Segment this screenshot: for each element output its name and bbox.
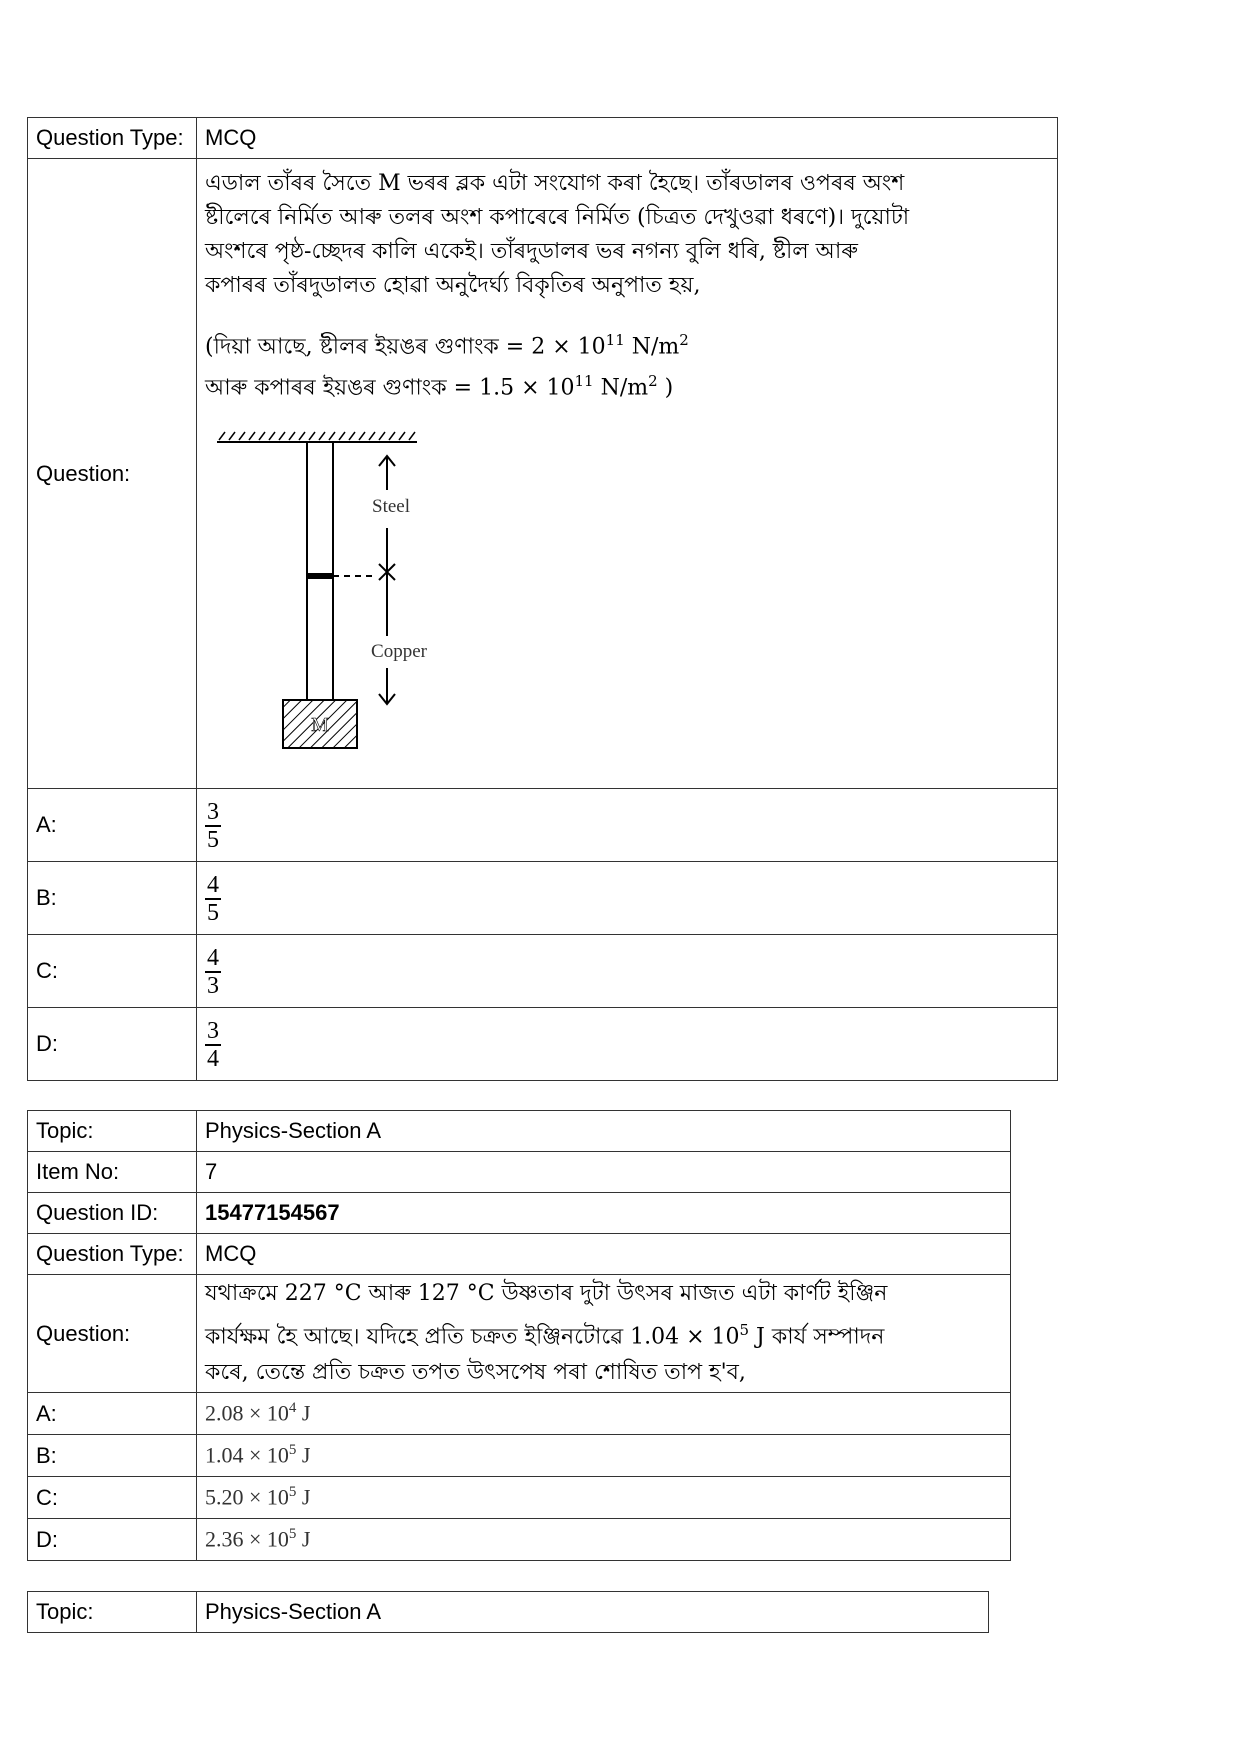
question-text-line: কপাৰৰ তাঁৰদুডালত হোৱা অনুদৈৰ্ঘ্য বিকৃতিৰ অনুপাত হয়, <box>205 273 701 298</box>
topic-value: Physics-Section A <box>197 1111 1011 1152</box>
question-label: Question: <box>28 1275 197 1393</box>
question-text-line: অংশৰে পৃষ্ঠ-চ্ছেদৰ কালি একেই। তাঁৰদুডালৰ ভৰ নগন্য বুলি ধৰি, ষ্টীল আৰু <box>205 239 858 264</box>
question-type-label: Question Type: <box>28 1234 197 1275</box>
question-text-line: এডাল তাঁৰৰ সৈতে M ভৰৰ ব্লক এটা সংযোগ কৰা হৈছে। তাঁৰডালৰ ওপৰৰ অংশ <box>205 171 905 196</box>
steel-label: Steel <box>372 495 410 517</box>
option-fraction[interactable]: $\frac{3}{4}$ <box>207 1018 219 1072</box>
option-fraction[interactable]: $\frac{3}{5}$ <box>207 799 219 853</box>
wire <box>307 442 376 700</box>
joint-marker <box>307 573 333 579</box>
option-label: D: <box>28 1008 197 1081</box>
topic-label: Topic: <box>28 1111 197 1152</box>
option-value[interactable]: $1.04 \times 10^5$ J <box>197 1435 1011 1477</box>
question-table-2 <box>27 1110 1011 1561</box>
question-id-label: Question ID: <box>28 1193 197 1234</box>
option-label: C: <box>28 935 197 1008</box>
item-no-value: 7 <box>197 1152 1011 1193</box>
question-text-line: ষ্টীলেৰে নিৰ্মিত আৰু তলৰ অংশ কপাৰেৰে নিৰ্মিত (চিত্ৰত দেখুওৱা ধৰণে)। দুয়োটা <box>205 205 910 230</box>
question-type-label: Question Type: <box>28 118 197 159</box>
question-table-1 <box>27 117 1058 1081</box>
question-body <box>197 159 1058 789</box>
option-value[interactable]: $2.36 \times 10^5$ J <box>197 1519 1011 1561</box>
option-label: B: <box>28 1435 197 1477</box>
given-constants <box>205 323 1049 406</box>
option-value[interactable]: $5.20 \times 10^5$ J <box>197 1477 1011 1519</box>
option-label: A: <box>28 1393 197 1435</box>
question-table-3 <box>27 1591 989 1633</box>
option-label: D: <box>28 1519 197 1561</box>
option-row-a <box>28 1393 1011 1435</box>
question-text-line: কৰে, তেন্তে প্ৰতি চক্ৰত তপত উৎসপেষ পৰা শোষিত তাপ হ'ব, <box>205 1360 746 1386</box>
question-text <box>205 167 1049 303</box>
steel-length-arrow <box>379 456 395 588</box>
option-label: B: <box>28 862 197 935</box>
option-value[interactable]: $2.08 \times 10^4$ J <box>197 1393 1011 1435</box>
option-row-a <box>28 789 1058 862</box>
question-type-value: MCQ <box>197 118 1058 159</box>
question-label: Question: <box>28 159 197 789</box>
copper-modulus-line: আৰু কপাৰৰ ইয়ঙৰ গুণাংক = $1.5 \times 10^{11}$ $N/m^2$ ) <box>205 372 674 401</box>
option-fraction[interactable]: $\frac{4}{5}$ <box>207 872 219 926</box>
topic-value: Physics-Section A <box>197 1592 989 1633</box>
option-row-b <box>28 862 1058 935</box>
topic-label: Topic: <box>28 1592 197 1633</box>
option-row-b <box>28 1435 1011 1477</box>
option-row-d <box>28 1008 1058 1081</box>
wire-diagram <box>211 428 461 778</box>
option-row-c <box>28 935 1058 1008</box>
option-fraction[interactable]: $\frac{4}{3}$ <box>207 945 219 999</box>
option-label: A: <box>28 789 197 862</box>
item-no-label: Item No: <box>28 1152 197 1193</box>
question-type-value: MCQ <box>197 1234 1011 1275</box>
steel-modulus-line: (দিয়া আছে, ষ্টীলৰ ইয়ঙৰ গুণাংক = $2 \times 10^{11}$ $N/m^2$ <box>205 331 689 360</box>
option-label: C: <box>28 1477 197 1519</box>
copper-label: Copper <box>371 640 427 662</box>
question-text-line: কাৰ্যক্ষম হৈ আছে। যদিহে প্ৰতি চক্ৰত ইঞ্জিনটোৱে $1.04 \times 10^5$ J কাৰ্য সম্পাদন <box>205 1320 885 1350</box>
option-row-c <box>28 1477 1011 1519</box>
ceiling-support <box>217 432 417 442</box>
question-id-value: 15477154567 <box>197 1193 1011 1234</box>
question-text <box>197 1275 1011 1393</box>
option-row-d <box>28 1519 1011 1561</box>
mass-label: M <box>311 713 329 736</box>
question-text-line: যথাক্ৰমে 227 °C আৰু 127 °C উষ্ণতাৰ দুটা উৎসৰ মাজত এটা কাৰ্ণট ইঞ্জিন <box>205 1280 888 1306</box>
